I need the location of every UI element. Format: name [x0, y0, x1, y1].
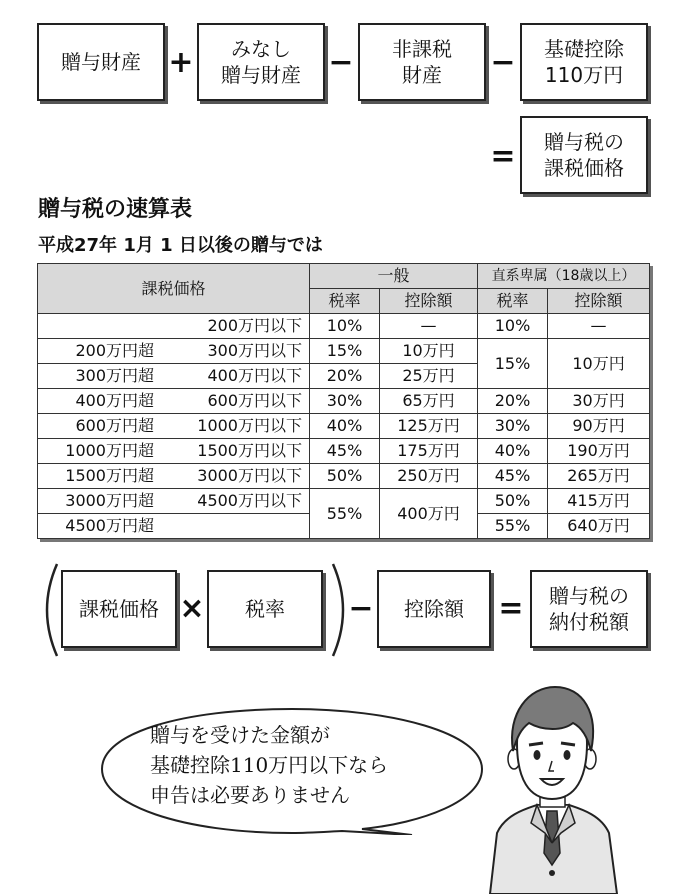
tax-rate-label: 税率 [245, 597, 285, 621]
table-row [38, 414, 650, 439]
left-parenthesis-icon [33, 562, 63, 658]
header-lineal-deduction: 控除額 [548, 289, 650, 314]
lineal-rate: 15% [478, 339, 548, 389]
header-lineal: 直系卑属（18歳以上） [478, 264, 650, 289]
general-rate: 15% [310, 339, 380, 364]
lineal-deduction: 30万円 [548, 389, 650, 414]
bubble-line2: 基礎控除110万円以下なら [150, 753, 389, 777]
lineal-deduction: 265万円 [548, 464, 650, 489]
basic-deduction-box [520, 23, 648, 101]
section-title: 贈与税の速算表 [38, 197, 193, 222]
general-deduction: 10万円 [380, 339, 478, 364]
lineal-rate: 30% [478, 414, 548, 439]
basic-deduction-line2: 110万円 [544, 63, 624, 87]
lineal-deduction: 190万円 [548, 439, 650, 464]
times-operator: × [179, 591, 205, 626]
lineal-deduction: — [548, 314, 650, 339]
tax-rate-box [207, 570, 323, 648]
header-taxable-value: 課税価格 [38, 264, 310, 314]
bubble-line3: 申告は必要ありません [150, 783, 350, 807]
lineal-rate: 10% [478, 314, 548, 339]
general-rate: 40% [310, 414, 380, 439]
table-row [38, 489, 650, 514]
lineal-rate: 20% [478, 389, 548, 414]
deemed-gift-line2: 贈与財産 [221, 63, 301, 87]
table-row [38, 314, 650, 339]
range-cell: 4500万円超 [38, 514, 310, 539]
businessman-illustration [485, 683, 620, 894]
tax-payable-line1: 贈与税の [549, 584, 629, 608]
range-cell: 200万円以下 [38, 314, 310, 339]
table-row [38, 464, 650, 489]
minus-operator-3: − [348, 591, 374, 626]
general-rate: 50% [310, 464, 380, 489]
gift-assets-label: 贈与財産 [61, 50, 141, 74]
lineal-deduction: 90万円 [548, 414, 650, 439]
basic-deduction-line1: 基礎控除 [544, 37, 624, 61]
general-deduction: 250万円 [380, 464, 478, 489]
general-rate: 20% [310, 364, 380, 389]
gift-assets-box [37, 23, 165, 101]
lineal-rate: 45% [478, 464, 548, 489]
header-general: 一般 [310, 264, 478, 289]
taxable-value-line2: 課税価格 [544, 156, 624, 180]
equals-operator-1: = [490, 139, 516, 174]
taxable-value-box [61, 570, 177, 648]
minus-operator-1: − [328, 45, 354, 80]
lineal-rate: 40% [478, 439, 548, 464]
plus-operator: + [168, 45, 194, 80]
lineal-deduction: 415万円 [548, 489, 650, 514]
header-lineal-rate: 税率 [478, 289, 548, 314]
range-cell: 1000万円超 1500万円以下 [38, 439, 310, 464]
bubble-text [150, 720, 388, 810]
lineal-rate: 50% [478, 489, 548, 514]
range-cell: 3000万円超 4500万円以下 [38, 489, 310, 514]
deemed-gift-line1: みなし [231, 37, 291, 61]
tax-payable-box [530, 570, 648, 648]
general-deduction: 25万円 [380, 364, 478, 389]
deemed-gift-box [197, 23, 325, 101]
bubble-line1: 贈与を受けた金額が [150, 723, 330, 747]
taxable-value-result-box [520, 116, 648, 194]
general-deduction: — [380, 314, 478, 339]
equals-operator-2: = [498, 591, 524, 626]
deduction-label: 控除額 [404, 597, 464, 621]
lineal-deduction: 640万円 [548, 514, 650, 539]
table-caption: 平成27年 1月 1 日以後の贈与では [38, 235, 323, 256]
header-general-deduction: 控除額 [380, 289, 478, 314]
table-row [38, 389, 650, 414]
taxable-value-line1: 贈与税の [544, 130, 624, 154]
minus-operator-2: − [490, 45, 516, 80]
lineal-rate: 55% [478, 514, 548, 539]
gift-tax-rate-table [37, 263, 650, 539]
range-cell: 1500万円超 3000万円以下 [38, 464, 310, 489]
nontaxable-line1: 非課税 [392, 37, 452, 61]
nontaxable-box [358, 23, 486, 101]
general-rate: 10% [310, 314, 380, 339]
general-rate: 55% [310, 489, 380, 539]
general-rate: 30% [310, 389, 380, 414]
table-row [38, 339, 650, 364]
range-cell: 200万円超 300万円以下 [38, 339, 310, 364]
range-cell: 400万円超 600万円以下 [38, 389, 310, 414]
general-deduction: 400万円 [380, 489, 478, 539]
deduction-box [377, 570, 491, 648]
lineal-deduction: 10万円 [548, 339, 650, 389]
header-general-rate: 税率 [310, 289, 380, 314]
nontaxable-line2: 財産 [402, 63, 442, 87]
general-rate: 45% [310, 439, 380, 464]
general-deduction: 175万円 [380, 439, 478, 464]
table-row [38, 439, 650, 464]
tax-payable-line2: 納付税額 [549, 610, 629, 634]
range-cell: 300万円超 400万円以下 [38, 364, 310, 389]
general-deduction: 125万円 [380, 414, 478, 439]
general-deduction: 65万円 [380, 389, 478, 414]
taxable-value-label: 課税価格 [79, 597, 159, 621]
range-cell: 600万円超 1000万円以下 [38, 414, 310, 439]
